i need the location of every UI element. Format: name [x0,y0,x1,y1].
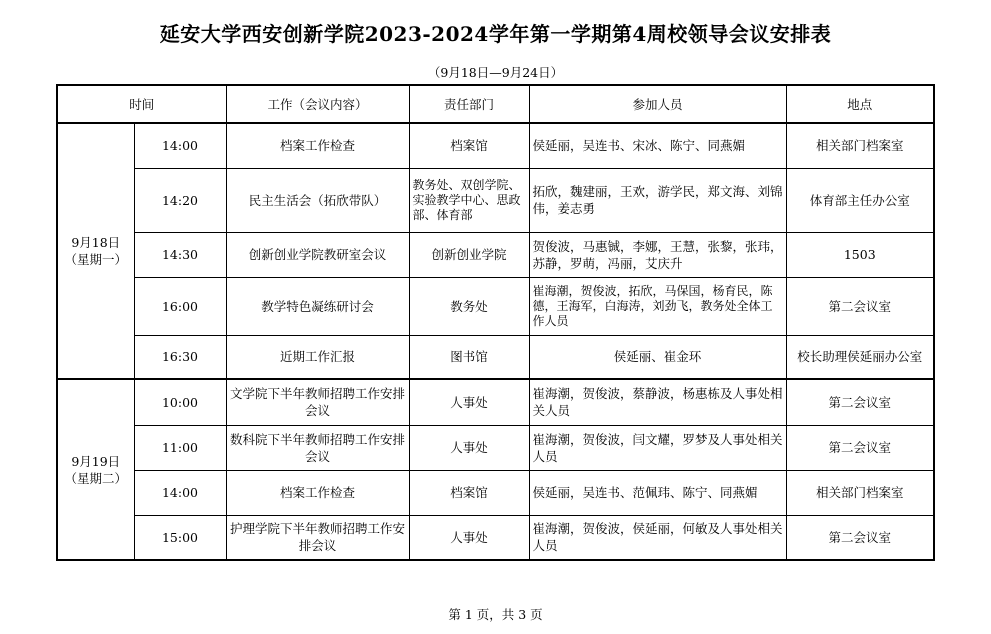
work-cell: 近期工作汇报 [226,335,409,379]
time-cell: 14:30 [134,232,226,277]
time-cell: 16:00 [134,277,226,335]
people-cell: 崔海潮，贺俊波，闫文耀，罗梦及人事处相关人员 [529,425,786,470]
location-cell: 相关部门档案室 [786,123,934,168]
work-cell: 数科院下半年教师招聘工作安排会议 [226,425,409,470]
schedule-table [56,84,935,561]
location-cell: 第二会议室 [786,379,934,425]
header-people: 参加人员 [529,85,786,123]
work-cell: 档案工作检查 [226,470,409,515]
location-cell: 校长助理侯延丽办公室 [786,335,934,379]
header-dept: 责任部门 [409,85,529,123]
time-cell: 16:30 [134,335,226,379]
dept-cell: 教务处 [409,277,529,335]
work-cell: 民主生活会（拓欣带队） [226,168,409,232]
table-row [57,379,934,425]
table-row [57,232,934,277]
table-row [57,277,934,335]
time-cell: 14:00 [134,123,226,168]
location-cell: 相关部门档案室 [786,470,934,515]
day-cell [57,379,134,560]
table-row [57,123,934,168]
table-row [57,335,934,379]
people-cell: 侯延丽，吴连书、范佩玮、陈宁、同燕媚 [529,470,786,515]
time-cell: 11:00 [134,425,226,470]
page-title: 延安大学西安创新学院2023-2024学年第一学期第4周校领导会议安排表 [159,22,832,46]
location-cell: 1503 [786,232,934,277]
work-cell: 教学特色凝练研讨会 [226,277,409,335]
time-cell: 10:00 [134,379,226,425]
work-cell: 档案工作检查 [226,123,409,168]
time-cell: 15:00 [134,515,226,560]
dept-cell: 档案馆 [409,470,529,515]
work-cell: 文学院下半年教师招聘工作安排会议 [226,379,409,425]
day-weekday: （星期一） [64,252,127,267]
people-cell: 崔海潮，贺俊波，蔡静波，杨惠栋及人事处相关人员 [529,379,786,425]
dept-cell: 创新创业学院 [409,232,529,277]
date-range: （9月18日—9月24日） [427,65,564,80]
people-cell: 拓欣，魏建丽，王欢，游学民，郑文海、刘锦伟，姜志勇 [529,168,786,232]
dept-cell: 档案馆 [409,123,529,168]
header-time: 时间 [57,85,226,123]
table-row [57,425,934,470]
page-number: 第 1 页，共 3 页 [448,607,543,622]
dept-cell: 图书馆 [409,335,529,379]
day-weekday: （星期二） [64,470,127,486]
people-cell: 侯延丽，吴连书、宋冰、陈宁、同燕媚 [529,123,786,168]
day-date: 9月18日 [71,235,121,250]
work-cell: 创新创业学院教研室会议 [226,232,409,277]
header-row [57,85,934,123]
header-location: 地点 [786,85,934,123]
time-cell: 14:00 [134,470,226,515]
people-cell: 贺俊波，马惠铖，李娜，王慧，张黎，张玮，苏静，罗萌，冯丽，艾庆升 [529,232,786,277]
header-work: 工作（会议内容） [226,85,409,123]
table-row [57,168,934,232]
people-cell: 崔海潮，贺俊波，侯延丽，何敏及人事处相关人员 [529,515,786,560]
dept-cell: 人事处 [409,425,529,470]
dept-cell: 人事处 [409,515,529,560]
location-cell: 第二会议室 [786,515,934,560]
dept-cell: 人事处 [409,379,529,425]
time-cell: 14:20 [134,168,226,232]
location-cell: 第二会议室 [786,425,934,470]
people-cell: 侯延丽、崔金环 [529,335,786,379]
day-date: 9月19日 [71,453,121,469]
location-cell: 体育部主任办公室 [786,168,934,232]
work-cell: 护理学院下半年教师招聘工作安排会议 [226,515,409,560]
table-row [57,470,934,515]
location-cell: 第二会议室 [786,277,934,335]
day-cell [57,123,134,379]
people-cell: 崔海潮，贺俊波，拓欣，马保国，杨育民，陈德，王海军，白海涛，刘劲飞，教务处全体工作人员 [529,277,786,335]
table-row [57,515,934,560]
dept-cell: 教务处、双创学院、实验教学中心、思政部、体育部 [409,168,529,232]
